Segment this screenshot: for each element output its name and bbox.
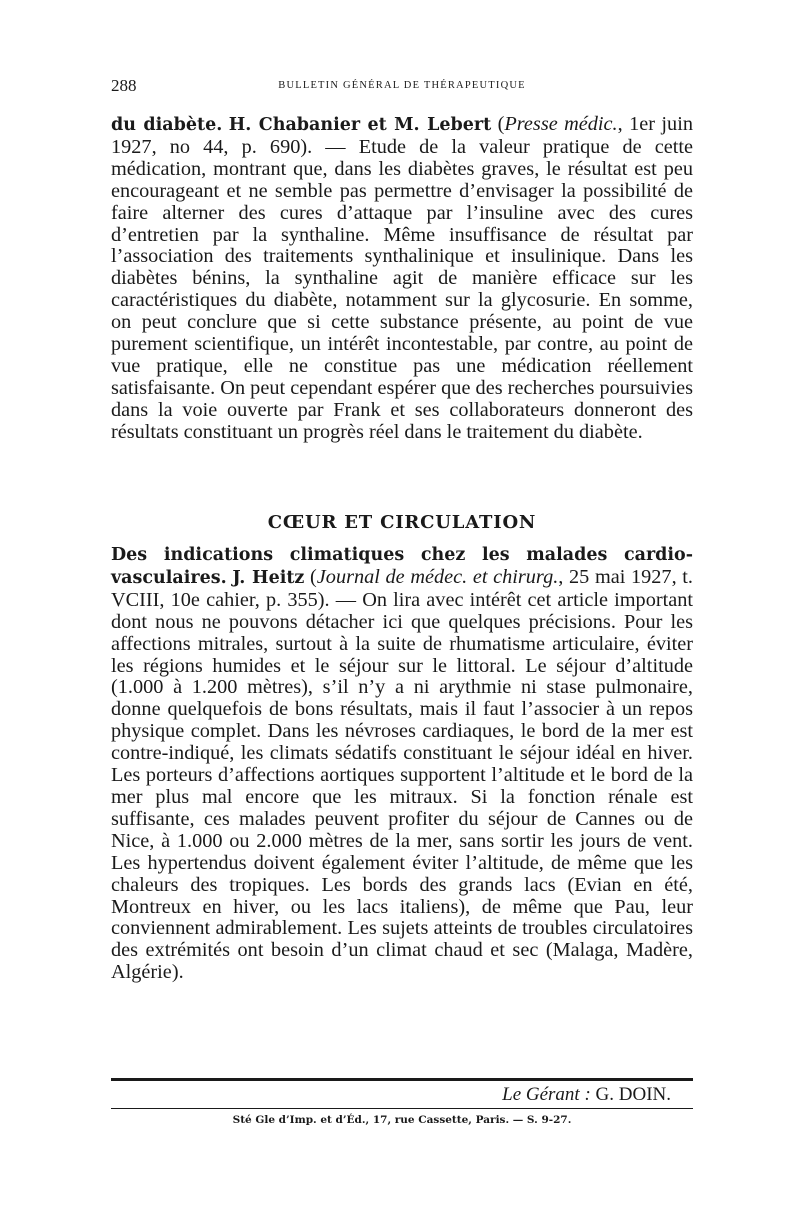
article-diabete [111,114,693,444]
running-title: BULLETIN GÉNÉRAL DE THÉRAPEUTIQUE [278,80,526,91]
article-body: — Etude de la valeur pratique de cette médication, montrant que, dans les diabètes graves, le résultat est peu encourageant et ne semble pas permettre d’envisager la possibilité de faire alterner des cures d’attaque par l’insuline avec des cures d’entretien par la synthaline. Même insuffisance de résultat par l’association des traitements synthalinique et insulinique. Dans les diabètes bénins, la synthaline agit de manière efficace sur les caractéristiques du diabète, notamment sur la glycosurie. En somme, on peut conclure que si cette substance présente, au point de vue purement scientifique, un intérêt incontestable, par contre, au point de vue pratique, elle ne constitue pas une médication réellement satisfaisante. On peut cependant espérer que des recherches poursuivies dans la voie ouverte par Frank et ses collaborateurs donneront des résultats constituant un progrès réel dans le traitement du diabète. [111,135,693,443]
article-title: Des indications climatiques chez les malades cardio-vasculaires. [111,545,693,588]
article-body: — On lira avec intérêt cet article important dont nous ne pouvons détacher ici que quelques précisions. Pour les affections mitrales, surtout à la suite de rhumatisme articulaire, éviter les régions humides et le séjour sur le littoral. Le séjour d’altitude (1.000 à 1.200 mètres), s’il n’y a ni arythmie ni stase pulmonaire, donne quelquefois de bons résultats, mais il faut l’associer à un repos physique complet. Dans les névroses cardiaques, le bord de la mer est contre-indiqué, les climats sédatifs constituant le séjour idéal en hiver. Les porteurs d’affections aortiques supportent l’altitude et le bord de la mer plus mal encore que les mitraux. Si la fonction rénale est suffisante, ces malades peuvent profiter du séjour de Cannes ou de Nice, à 1.000 ou 2.000 mètres de la mer, sans sortir les jours de vent. Les hypertendus doivent également éviter l’altitude, de même que les chaleurs des tropiques. Les bords des grands lacs (Evian en été, Montreux en hiver, ou les lacs italiens), de même que Pau, leur conviennent admirablement. Les sujets atteints de troubles circulatoires des extrémités ont besoin d’un climat chaud et sec (Malaga, Madère, Algérie). [111,588,693,984]
citation-open: ( [310,565,317,588]
citation-details: , 1er juin 1927, no 44, p. 690). [111,113,693,158]
footer-rule-thick [111,1078,693,1081]
article-title-end: du diabète. [111,115,223,135]
citation-details: , 25 mai 1927, t. VCIII, 10e cahier, p. 355). [111,565,693,611]
gerant-label: Le Gérant : [502,1084,591,1105]
article-climatiques [111,544,693,984]
journal-name: Journal de médec. et chirurg. [316,565,559,588]
journal-name: Presse médic. [504,113,618,135]
footer-rule-thin [111,1108,693,1109]
citation-open: ( [497,113,505,135]
page-header [111,76,693,100]
article-authors: H. Chabanier et M. Lebert [228,115,492,135]
article-author: J. Heitz [232,567,305,588]
printer-imprint: Sté Gle d’Imp. et d’Éd., 17, rue Cassette, Paris. — S. 9-27. [232,1114,572,1126]
page-number: 288 [111,76,137,95]
section-heading: CŒUR ET CIRCULATION [267,512,537,533]
gerant-line [502,1084,671,1106]
gerant-name: G. DOIN. [595,1084,671,1105]
